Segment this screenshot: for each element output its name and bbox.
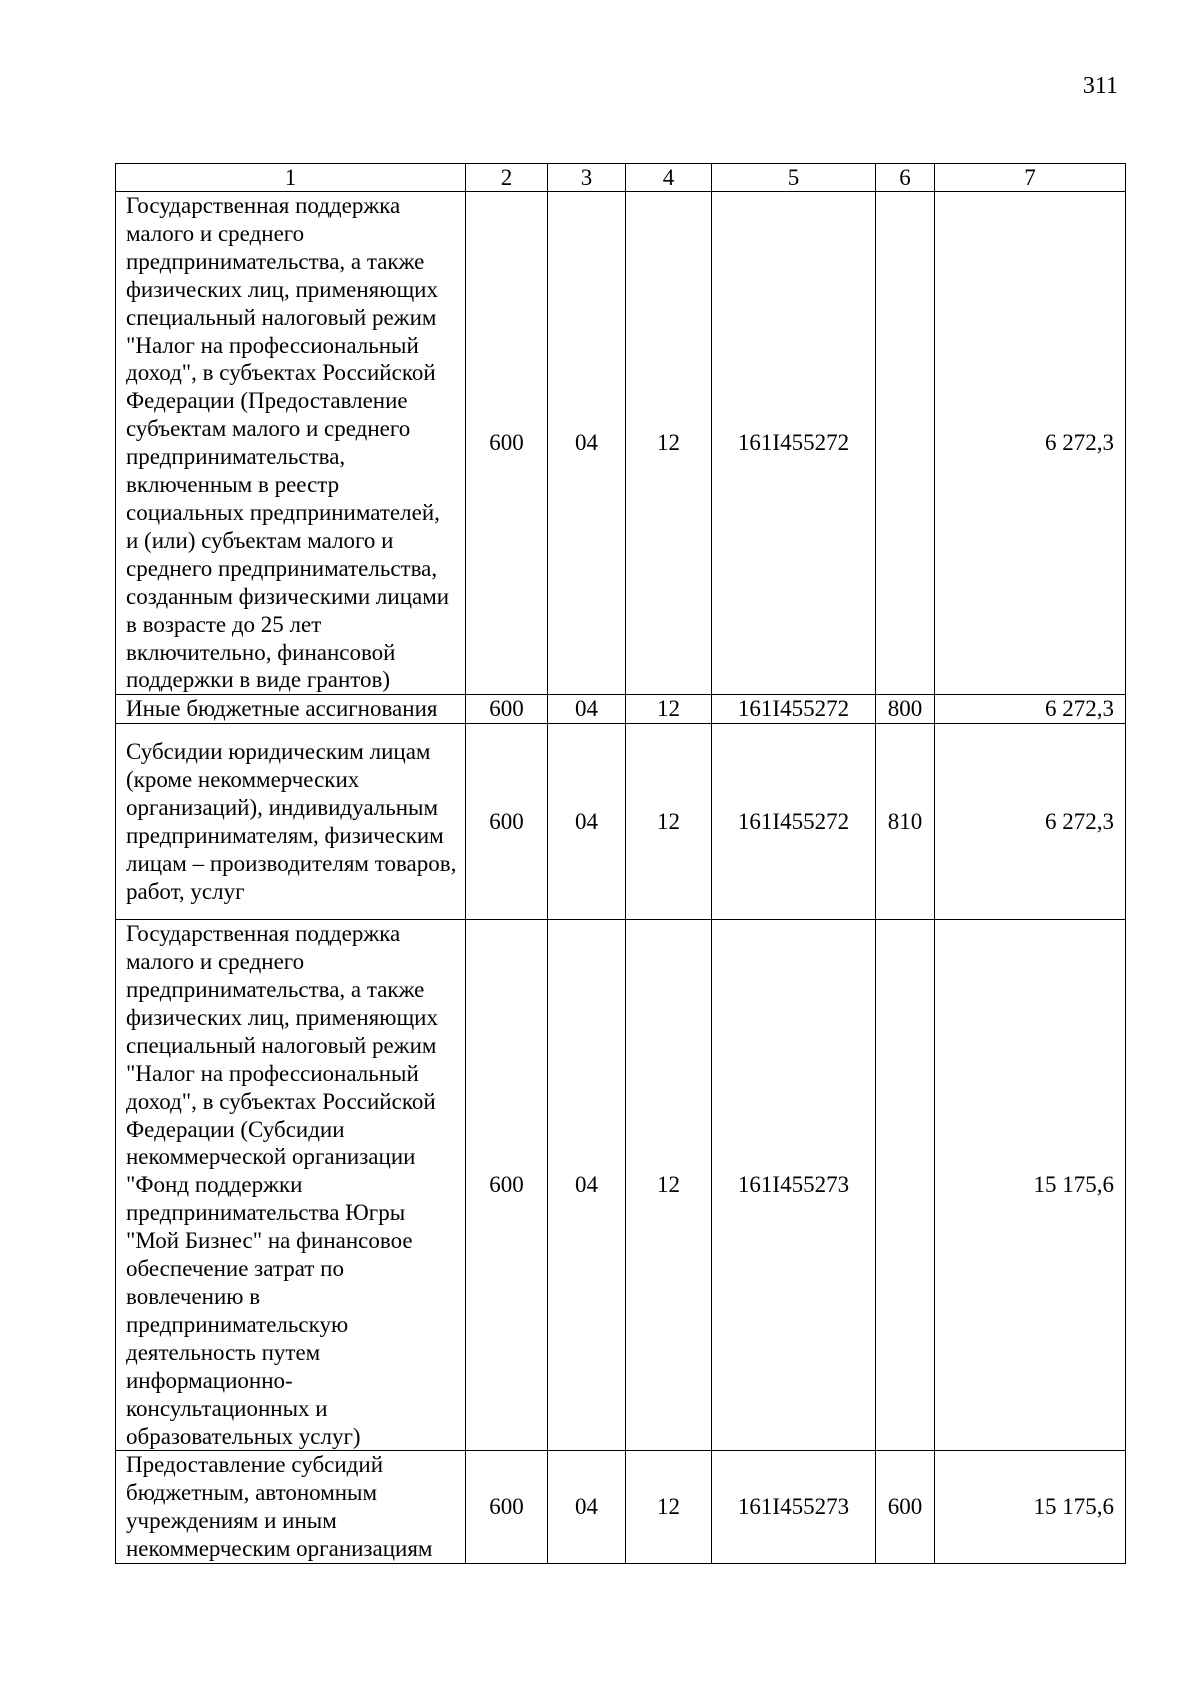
row-name-cell: Предоставление субсидий бюджетным, автономным учреждениям и иным некоммерческим организациям	[116, 1451, 466, 1564]
table-row	[116, 920, 1126, 1451]
header-cell: 3	[548, 164, 626, 192]
header-cell: 7	[935, 164, 1126, 192]
row-col4-cell: 12	[626, 695, 712, 724]
row-name-cell: Государственная поддержка малого и среднего предпринимательства, а также физических лиц, применяющих специальный налоговый режим "Налог на профессиональный доход", в субъектах Российской Федерации (Предоставление субъектам малого и среднего предпринимательства, включенным в реестр социальных предпринимателей, и (или) субъектам малого и среднего предпринимательства, созданным физическими лицами в возрасте до 25 лет включительно, финансовой поддержки в виде грантов)	[116, 192, 466, 695]
row-col6-cell: 810	[876, 724, 935, 920]
row-col5-cell: 161I455272	[712, 192, 876, 695]
row-col5-cell: 161I455272	[712, 695, 876, 724]
row-col3-cell: 04	[548, 724, 626, 920]
row-col2-cell: 600	[466, 695, 548, 724]
row-col6-cell: 600	[876, 1451, 935, 1564]
row-name-cell: Государственная поддержка малого и среднего предпринимательства, а также физических лиц, применяющих специальный налоговый режим "Налог на профессиональный доход", в субъектах Российской Федерации (Субсидии некоммерческой организации "Фонд поддержки предпринимательства Югры "Мой Бизнес" на финансовое обеспечение затрат по вовлечению в предпринимательскую деятельность путем информационно-консультационных и образовательных услуг)	[116, 920, 466, 1451]
row-col5-cell: 161I455272	[712, 724, 876, 920]
row-col2-cell: 600	[466, 920, 548, 1451]
row-col6-cell	[876, 192, 935, 695]
row-name-cell: Субсидии юридическим лицам (кроме некоммерческих организаций), индивидуальным предпринимателям, физическим лицам – производителям товаров, работ, услуг	[116, 724, 466, 920]
row-amount-cell: 6 272,3	[935, 724, 1126, 920]
header-cell: 4	[626, 164, 712, 192]
row-col2-cell: 600	[466, 724, 548, 920]
header-cell: 6	[876, 164, 935, 192]
row-col6-cell: 800	[876, 695, 935, 724]
row-col6-cell	[876, 920, 935, 1451]
row-col3-cell: 04	[548, 695, 626, 724]
row-col4-cell: 12	[626, 1451, 712, 1564]
row-col3-cell: 04	[548, 920, 626, 1451]
row-col5-cell: 161I455273	[712, 920, 876, 1451]
table-row	[116, 724, 1126, 920]
page-number: 311	[1082, 73, 1118, 99]
header-cell: 2	[466, 164, 548, 192]
row-amount-cell: 6 272,3	[935, 192, 1126, 695]
row-col2-cell: 600	[466, 192, 548, 695]
row-amount-cell: 15 175,6	[935, 920, 1126, 1451]
row-amount-cell: 15 175,6	[935, 1451, 1126, 1564]
row-col5-cell: 161I455273	[712, 1451, 876, 1564]
row-amount-cell: 6 272,3	[935, 695, 1126, 724]
table-row	[116, 695, 1126, 724]
row-name-cell: Иные бюджетные ассигнования	[116, 695, 466, 724]
table-row	[116, 1451, 1126, 1564]
table-row	[116, 192, 1126, 695]
row-col4-cell: 12	[626, 920, 712, 1451]
table-header-row	[116, 164, 1126, 192]
row-col3-cell: 04	[548, 1451, 626, 1564]
budget-table	[115, 163, 1126, 1564]
header-cell: 5	[712, 164, 876, 192]
row-col4-cell: 12	[626, 724, 712, 920]
row-col3-cell: 04	[548, 192, 626, 695]
header-cell: 1	[116, 164, 466, 192]
row-col4-cell: 12	[626, 192, 712, 695]
row-col2-cell: 600	[466, 1451, 548, 1564]
